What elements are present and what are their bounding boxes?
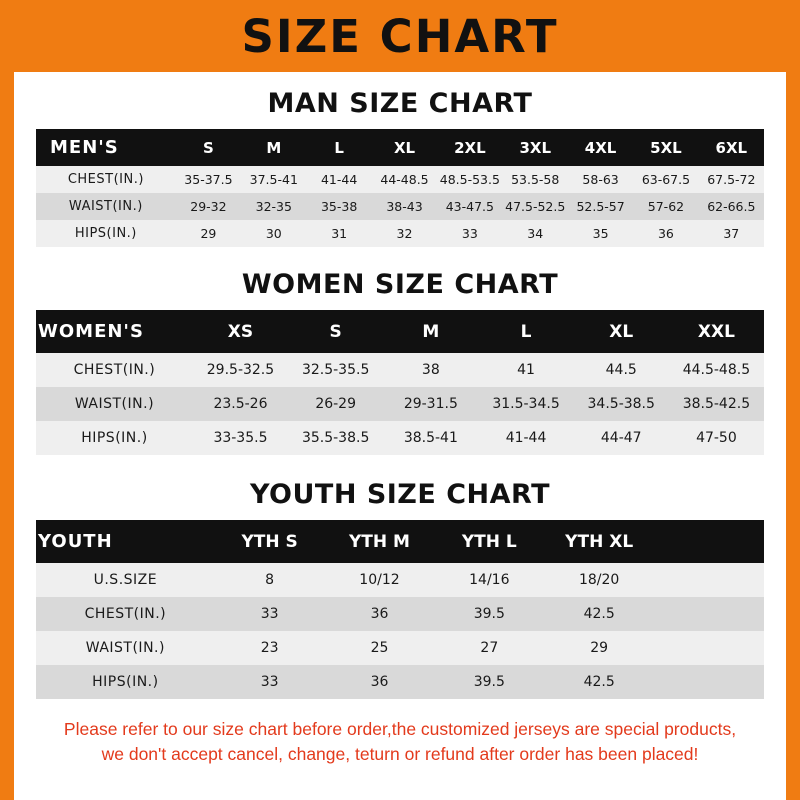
- man-cell-1-4: 43-47.5: [437, 193, 502, 220]
- man-cell-1-3: 38-43: [372, 193, 437, 220]
- women-col-header-1: XS: [227, 321, 254, 342]
- man-cell-2-3: 32: [372, 220, 437, 247]
- man-cell-1-0: 29-32: [176, 193, 241, 220]
- man-cell-0-2: 41-44: [306, 166, 371, 193]
- youth-table-header: [36, 520, 764, 563]
- table-row: [36, 387, 764, 421]
- table-row: [36, 563, 764, 597]
- youth-cell-0-2: 14/16: [434, 563, 544, 597]
- youth-col-header-4: YTH XL: [565, 531, 634, 552]
- women-col-header-0: WOMEN'S: [38, 321, 144, 342]
- youth-cell-3-3: 42.5: [544, 665, 654, 699]
- man-cell-1-5: 47.5-52.5: [503, 193, 568, 220]
- order-notice-line1: Please refer to our size chart before order,the customized jerseys are special products,: [63, 719, 737, 739]
- man-col-header-8: 5XL: [650, 138, 682, 157]
- women-cell-0-2: 38: [383, 353, 478, 387]
- man-cell-2-4: 33: [437, 220, 502, 247]
- youth-cell-1-0: 33: [215, 597, 325, 631]
- man-row-label-0: CHEST(IN.): [36, 166, 176, 193]
- women-cell-1-3: 31.5-34.5: [478, 387, 573, 421]
- man-table-body: [36, 166, 764, 247]
- women-cell-2-1: 35.5-38.5: [288, 421, 383, 455]
- man-col-header-3: L: [334, 138, 344, 157]
- youth-row-label-0: U.S.SIZE: [36, 563, 215, 597]
- women-row-label-2: HIPS(IN.): [36, 421, 193, 455]
- women-cell-0-3: 41: [478, 353, 573, 387]
- youth-cell-1-1: 36: [325, 597, 435, 631]
- man-size-table: [36, 129, 764, 247]
- youth-cell-3-spacer: [654, 665, 764, 699]
- man-col-header-1: S: [203, 138, 214, 157]
- women-cell-0-4: 44.5: [574, 353, 669, 387]
- women-cell-2-2: 38.5-41: [383, 421, 478, 455]
- youth-col-header-spacer: [654, 520, 764, 563]
- man-cell-2-5: 34: [503, 220, 568, 247]
- man-col-header-6: 3XL: [519, 138, 551, 157]
- women-size-table: [36, 310, 764, 455]
- women-col-header-5: XL: [609, 321, 634, 342]
- man-cell-2-8: 37: [699, 220, 764, 247]
- table-header-row: [36, 520, 764, 563]
- man-col-header-4: XL: [393, 138, 416, 157]
- youth-section-title: YOUTH SIZE CHART: [249, 479, 551, 510]
- table-row: [36, 193, 764, 220]
- women-cell-2-5: 47-50: [669, 421, 764, 455]
- table-row: [36, 166, 764, 193]
- table-header-row: [36, 129, 764, 166]
- man-cell-0-5: 53.5-58: [503, 166, 568, 193]
- youth-col-header-1: YTH S: [241, 531, 298, 552]
- women-row-label-0: CHEST(IN.): [36, 353, 193, 387]
- man-cell-1-6: 52.5-57: [568, 193, 633, 220]
- youth-col-header-2: YTH M: [348, 531, 410, 552]
- youth-table-body: [36, 563, 764, 699]
- youth-cell-1-spacer: [654, 597, 764, 631]
- women-col-header-4: L: [520, 321, 532, 342]
- youth-cell-2-3: 29: [544, 631, 654, 665]
- man-cell-0-4: 48.5-53.5: [437, 166, 502, 193]
- man-table-header: [36, 129, 764, 166]
- man-col-header-0: MEN'S: [50, 137, 119, 158]
- women-section-title: WOMEN SIZE CHART: [241, 269, 559, 300]
- man-cell-2-0: 29: [176, 220, 241, 247]
- man-cell-1-7: 57-62: [633, 193, 698, 220]
- table-row: [36, 597, 764, 631]
- man-cell-0-1: 37.5-41: [241, 166, 306, 193]
- man-cell-0-3: 44-48.5: [372, 166, 437, 193]
- youth-cell-3-0: 33: [215, 665, 325, 699]
- youth-cell-0-1: 10/12: [325, 563, 435, 597]
- table-row: [36, 353, 764, 387]
- man-cell-0-8: 67.5-72: [699, 166, 764, 193]
- youth-cell-0-3: 18/20: [544, 563, 654, 597]
- youth-cell-0-0: 8: [215, 563, 325, 597]
- women-col-header-3: M: [422, 321, 440, 342]
- youth-cell-1-2: 39.5: [434, 597, 544, 631]
- man-row-label-2: HIPS(IN.): [36, 220, 176, 247]
- women-row-label-1: WAIST(IN.): [36, 387, 193, 421]
- chart-content: [14, 88, 786, 768]
- man-row-label-1: WAIST(IN.): [36, 193, 176, 220]
- table-row: [36, 665, 764, 699]
- order-notice-line2: we don't accept cancel, change, teturn or refund after order has been placed!: [101, 744, 699, 765]
- youth-col-header-0: YOUTH: [38, 531, 113, 552]
- page-title: SIZE CHART: [241, 9, 559, 63]
- man-cell-1-2: 35-38: [306, 193, 371, 220]
- man-cell-2-2: 31: [306, 220, 371, 247]
- youth-cell-1-3: 42.5: [544, 597, 654, 631]
- man-cell-2-6: 35: [568, 220, 633, 247]
- women-cell-2-0: 33-35.5: [193, 421, 288, 455]
- women-cell-2-4: 44-47: [574, 421, 669, 455]
- header-banner: [0, 0, 800, 72]
- youth-size-table: [36, 520, 764, 699]
- women-cell-1-4: 34.5-38.5: [574, 387, 669, 421]
- women-col-header-6: XXL: [697, 321, 735, 342]
- women-cell-1-2: 29-31.5: [383, 387, 478, 421]
- man-cell-0-7: 63-67.5: [633, 166, 698, 193]
- man-col-header-2: M: [266, 138, 282, 157]
- man-col-header-5: 2XL: [454, 138, 486, 157]
- man-cell-1-1: 32-35: [241, 193, 306, 220]
- youth-row-label-3: HIPS(IN.): [36, 665, 215, 699]
- man-cell-0-0: 35-37.5: [176, 166, 241, 193]
- women-col-header-2: S: [329, 321, 342, 342]
- man-cell-0-6: 58-63: [568, 166, 633, 193]
- youth-cell-3-2: 39.5: [434, 665, 544, 699]
- youth-cell-3-1: 36: [325, 665, 435, 699]
- women-cell-0-1: 32.5-35.5: [288, 353, 383, 387]
- youth-cell-2-1: 25: [325, 631, 435, 665]
- women-cell-0-0: 29.5-32.5: [193, 353, 288, 387]
- man-section-title: MAN SIZE CHART: [267, 88, 533, 119]
- man-cell-2-7: 36: [633, 220, 698, 247]
- man-col-header-9: 6XL: [715, 138, 748, 157]
- man-col-header-7: 4XL: [584, 138, 617, 157]
- youth-cell-0-spacer: [654, 563, 764, 597]
- youth-cell-2-spacer: [654, 631, 764, 665]
- youth-cell-2-0: 23: [215, 631, 325, 665]
- table-row: [36, 421, 764, 455]
- youth-row-label-1: CHEST(IN.): [36, 597, 215, 631]
- table-row: [36, 631, 764, 665]
- youth-cell-2-2: 27: [434, 631, 544, 665]
- women-table-body: [36, 353, 764, 455]
- women-table-header: [36, 310, 764, 353]
- table-row: [36, 220, 764, 247]
- man-cell-1-8: 62-66.5: [699, 193, 764, 220]
- women-cell-1-1: 26-29: [288, 387, 383, 421]
- women-cell-2-3: 41-44: [478, 421, 573, 455]
- youth-row-label-2: WAIST(IN.): [36, 631, 215, 665]
- women-cell-0-5: 44.5-48.5: [669, 353, 764, 387]
- youth-col-header-3: YTH L: [461, 531, 517, 552]
- man-cell-2-1: 30: [241, 220, 306, 247]
- table-header-row: [36, 310, 764, 353]
- women-cell-1-5: 38.5-42.5: [669, 387, 764, 421]
- order-notice: [36, 717, 764, 768]
- women-cell-1-0: 23.5-26: [193, 387, 288, 421]
